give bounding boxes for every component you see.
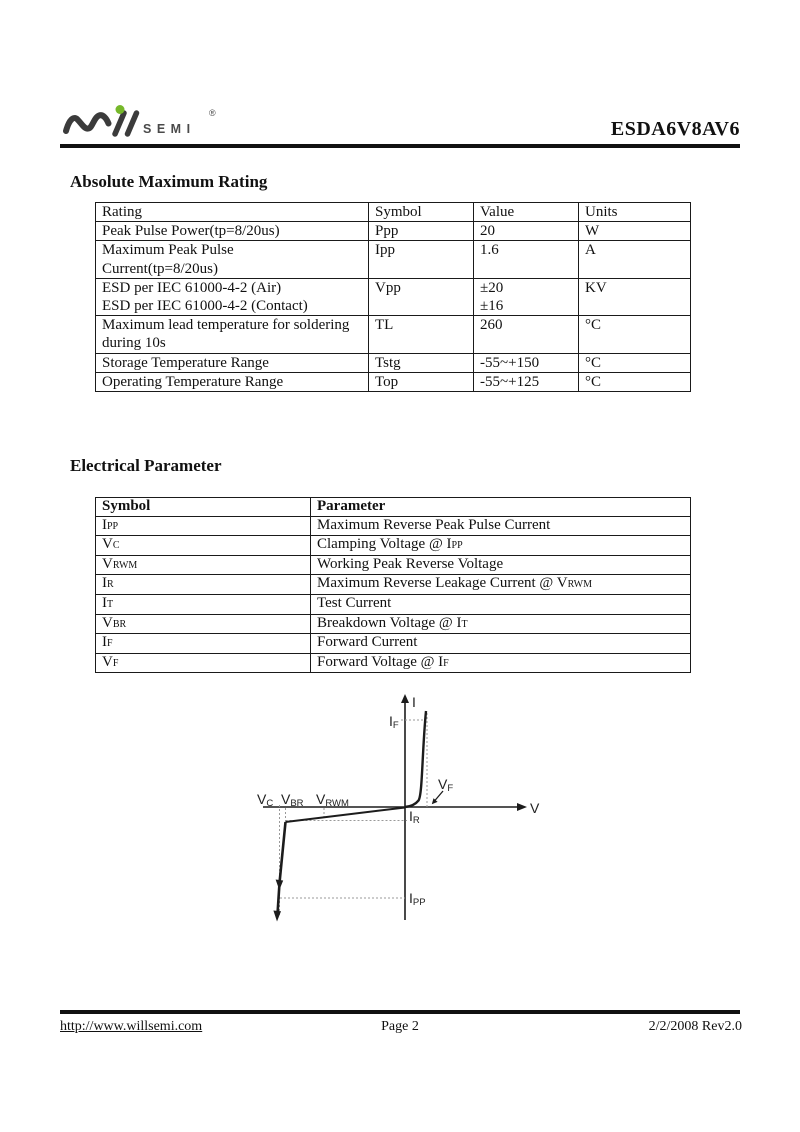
column-header-parameter: Parameter [311,498,691,517]
breakdown-curve [278,822,286,914]
table-row [96,241,691,278]
cell-parameter: Maximum Reverse Peak Pulse Current [311,516,691,536]
cell-symbol: Ipp [369,241,474,278]
logo-brand-text: SEMI [143,122,196,136]
cell-symbol: Tstg [369,353,474,372]
table-row [96,372,691,391]
cell-symbol: IF [96,634,311,654]
cell-value: ±20 ±16 [474,278,579,315]
page-title-product-code: ESDA6V8AV6 [610,118,740,140]
cell-value: 20 [474,222,579,241]
table-row [96,653,691,673]
column-header-value: Value [474,203,579,222]
cell-symbol: IT [96,594,311,614]
cell-units: °C [579,316,691,353]
cell-rating: Operating Temperature Range [96,372,369,391]
cell-symbol: Ppp [369,222,474,241]
cell-parameter: Test Current [311,594,691,614]
table-row [96,614,691,634]
willsemi-logo [62,103,232,145]
header-divider [60,144,740,148]
absolute-maximum-rating-table [95,202,691,392]
logo-wave-mark [66,105,137,134]
cell-units: °C [579,372,691,391]
table-row [96,575,691,595]
vf-pointer-line [435,791,444,801]
column-header-symbol: Symbol [369,203,474,222]
cell-symbol: IR [96,575,311,595]
column-header-rating: Rating [96,203,369,222]
cell-units: °C [579,353,691,372]
table-row [96,353,691,372]
table-header-row [96,203,691,222]
cell-symbol: VC [96,536,311,556]
cell-symbol: Top [369,372,474,391]
footer-divider [60,1010,740,1014]
cell-rating: Maximum Peak Pulse Current(tp=8/20us) [96,241,369,278]
table-row [96,316,691,353]
ir-label: IR [409,808,420,826]
electrical-parameter-table [95,497,691,673]
cell-value: -55~+125 [474,372,579,391]
table-row [96,536,691,556]
cell-parameter: Working Peak Reverse Voltage [311,555,691,575]
cell-value: 1.6 [474,241,579,278]
vf-label: VF [438,776,454,794]
table-row [96,634,691,654]
cell-parameter: Forward Voltage @ IF [311,653,691,673]
x-axis-arrow-icon [517,803,527,811]
table-header-row [96,498,691,517]
cell-value: -55~+150 [474,353,579,372]
cell-parameter: Clamping Voltage @ IPP [311,536,691,556]
cell-symbol: IPP [96,516,311,536]
cell-rating: ESD per IEC 61000-4-2 (Air) ESD per IEC 61000-4-2 (Contact) [96,278,369,315]
registered-trademark-icon: ® [209,108,216,118]
cell-symbol: VBR [96,614,311,634]
cell-parameter: Maximum Reverse Leakage Current @ VRWM [311,575,691,595]
cell-parameter: Forward Current [311,634,691,654]
x-axis-label: V [530,800,540,816]
cell-rating: Maximum lead temperature for soldering during 10s [96,316,369,353]
website-link[interactable]: http://www.willsemi.com [60,1019,203,1034]
cell-value: 260 [474,316,579,353]
vrwm-label: VRWM [316,791,349,809]
ipp-label: IPP [409,890,426,908]
revision-date: 2/2/2008 Rev2.0 [648,1019,742,1034]
page-number: Page 2 [381,1019,419,1034]
breakdown-arrow-icon [276,880,284,891]
cell-units: A [579,241,691,278]
reverse-leakage-curve [286,808,406,823]
cell-symbol: VRWM [96,555,311,575]
cell-symbol: Vpp [369,278,474,315]
breakdown-end-arrow-icon [273,911,281,922]
table-row [96,516,691,536]
table-row [96,555,691,575]
cell-symbol: TL [369,316,474,353]
iv-characteristic-diagram [250,690,550,930]
table-row [96,594,691,614]
vbr-label: VBR [281,791,304,809]
y-axis-arrow-icon [401,694,409,703]
column-header-units: Units [579,203,691,222]
forward-curve [405,711,426,807]
cell-rating: Storage Temperature Range [96,353,369,372]
if-label: IF [389,713,399,731]
table-row [96,222,691,241]
cell-rating: Peak Pulse Power(tp=8/20us) [96,222,369,241]
vc-label: VC [257,791,274,809]
cell-symbol: VF [96,653,311,673]
y-axis-label: I [412,694,416,710]
cell-parameter: Breakdown Voltage @ IT [311,614,691,634]
table-row [96,278,691,315]
section-heading-absolute-maximum-rating: Absolute Maximum Rating [70,172,268,191]
cell-units: W [579,222,691,241]
cell-units: KV [579,278,691,315]
section-heading-electrical-parameter: Electrical Parameter [70,456,222,475]
column-header-symbol: Symbol [96,498,311,517]
logo-green-dot [116,105,125,114]
